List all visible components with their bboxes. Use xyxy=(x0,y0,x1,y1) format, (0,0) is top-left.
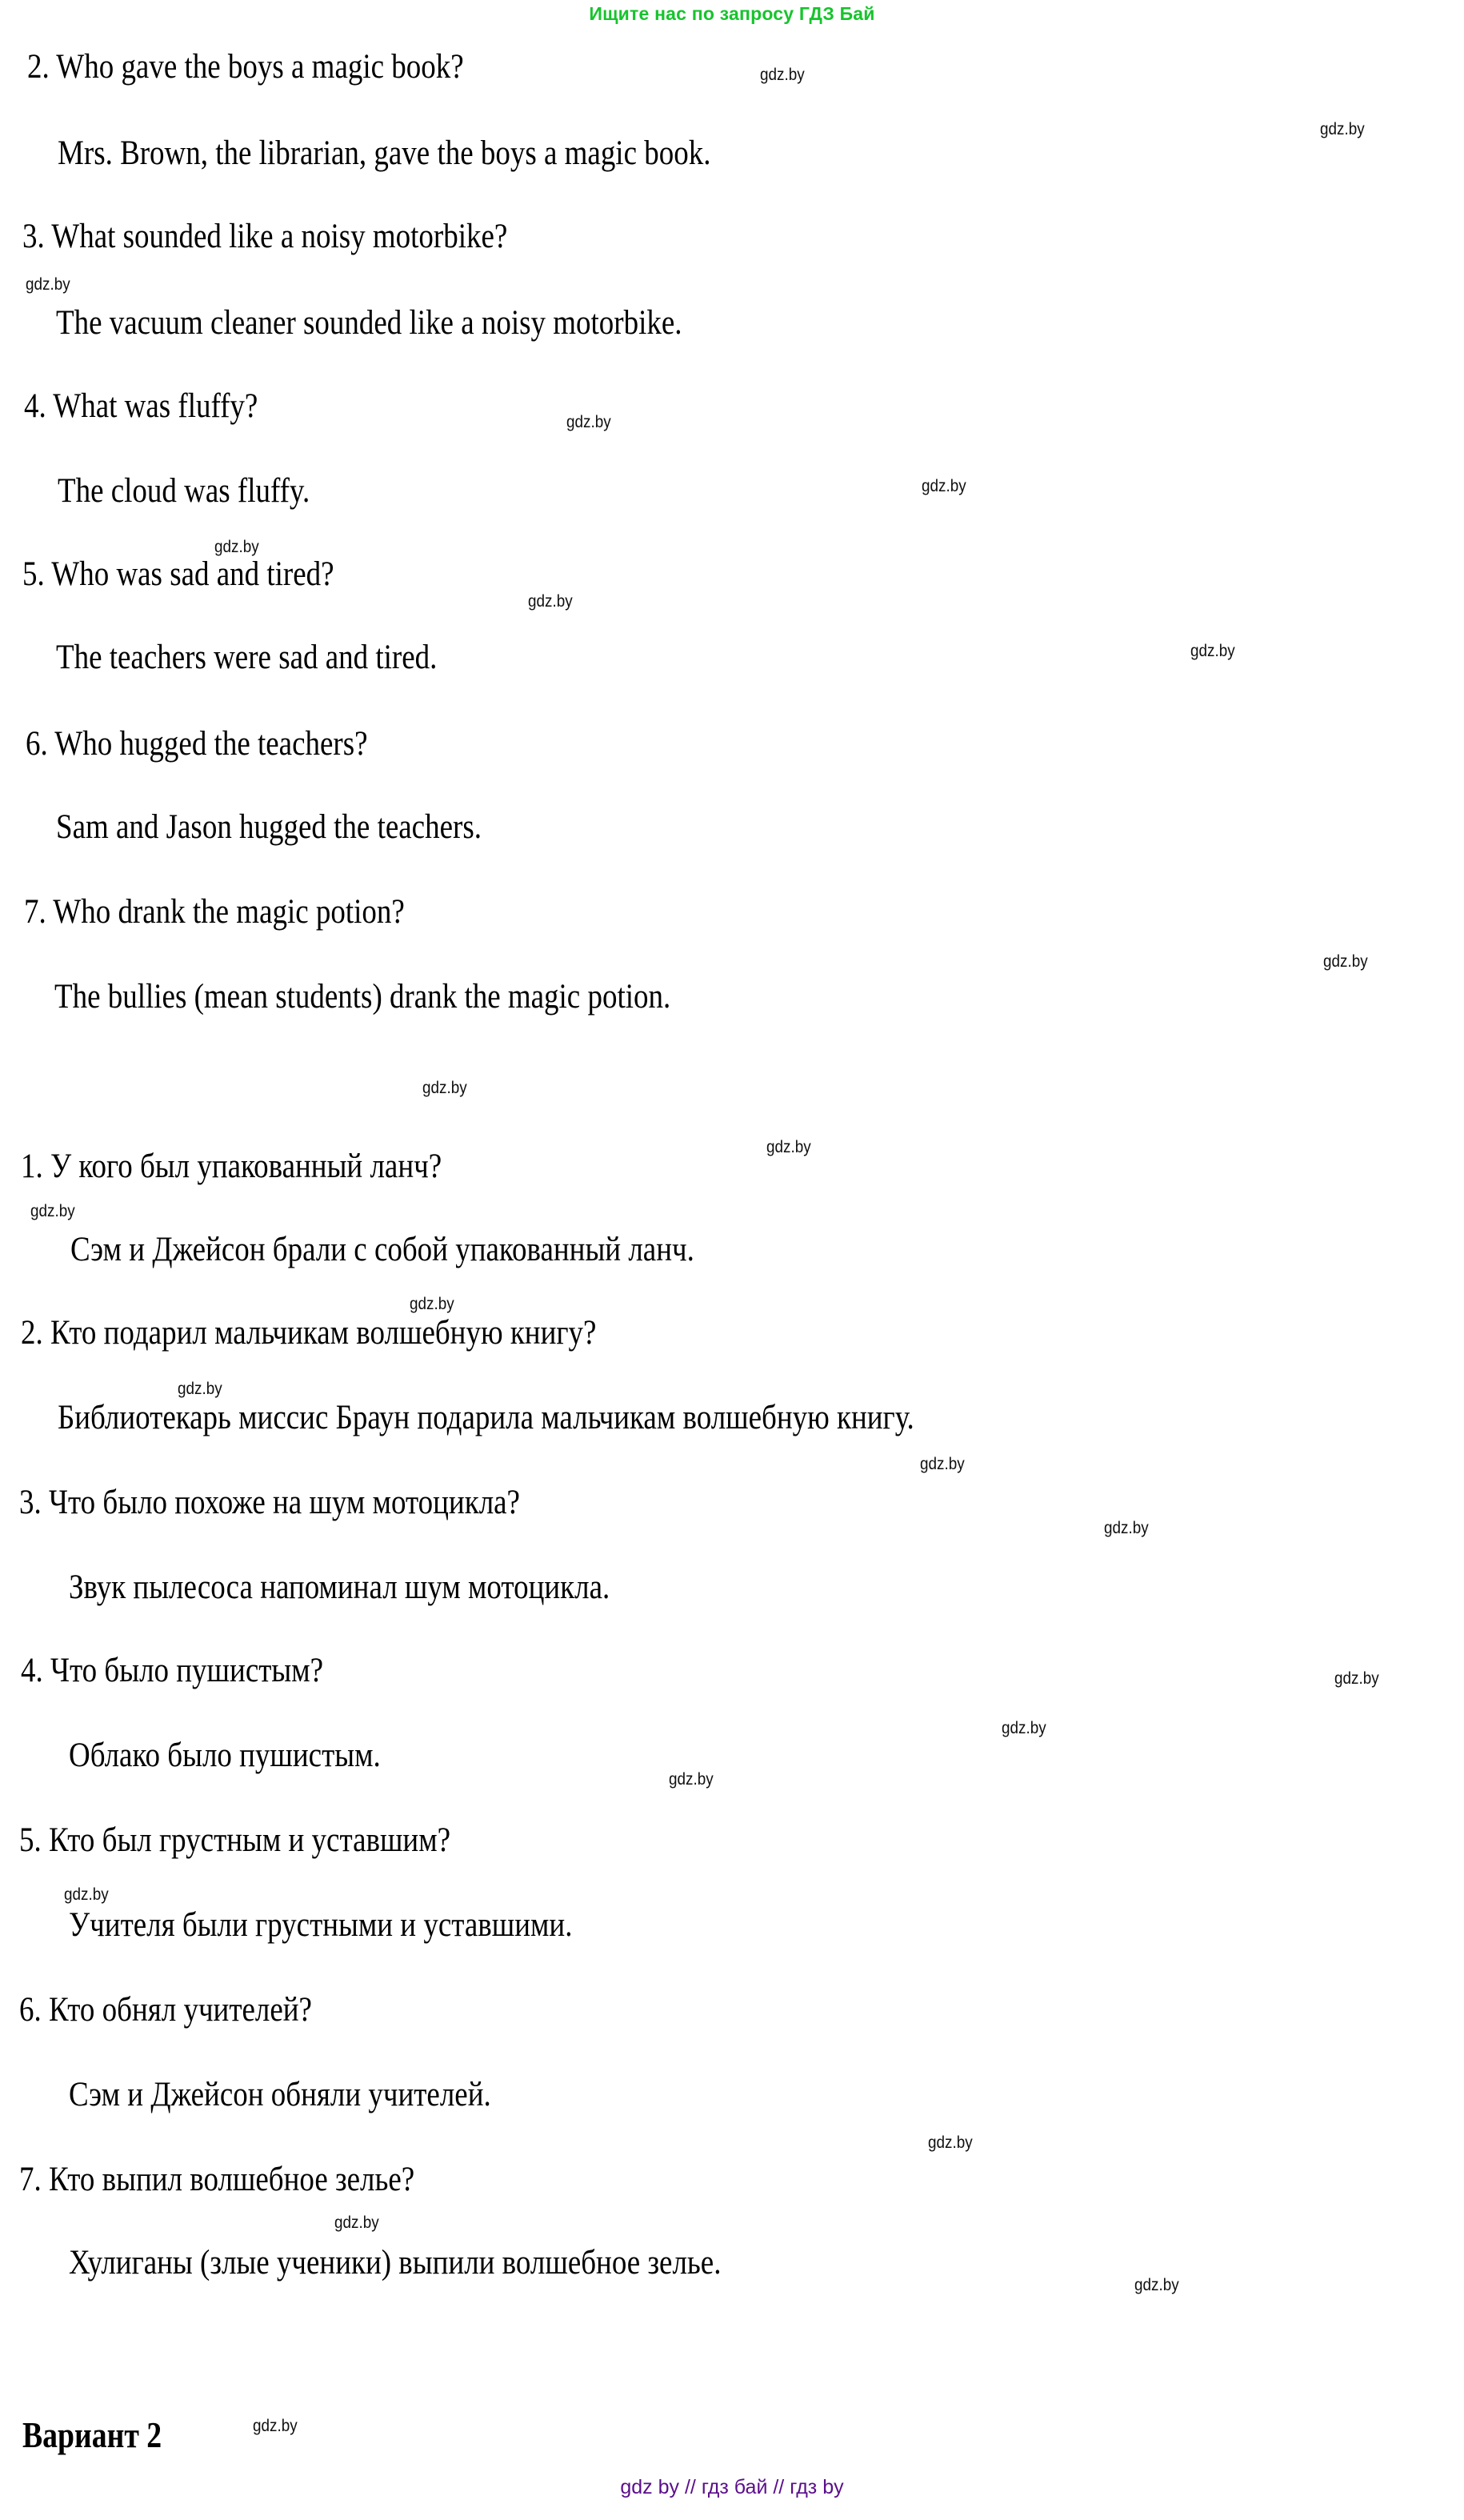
english-question-2: 2. Who gave the boys a magic book? xyxy=(27,48,464,86)
watermark-gdz: gdz.by xyxy=(178,1380,222,1398)
russian-answer-4: Облако было пушистым. xyxy=(69,1737,381,1774)
english-answer-6: Sam and Jason hugged the teachers. xyxy=(56,808,482,846)
watermark-gdz: gdz.by xyxy=(422,1079,467,1097)
promo-banner: Ищите нас по запросу ГДЗ Бай xyxy=(589,3,875,24)
watermark-gdz: gdz.by xyxy=(760,66,805,84)
english-answer-3: The vacuum cleaner sounded like a noisy motorbike. xyxy=(56,304,682,342)
watermark-gdz: gdz.by xyxy=(766,1138,811,1156)
russian-answer-2: Библиотекарь миссис Браун подарила мальчикам волшебную книгу. xyxy=(58,1399,914,1436)
watermark-gdz: gdz.by xyxy=(30,1202,75,1220)
russian-question-4: 4. Что было пушистым? xyxy=(21,1652,324,1689)
english-question-6: 6. Who hugged the teachers? xyxy=(26,725,368,763)
watermark-gdz: gdz.by xyxy=(410,1295,454,1313)
watermark-gdz: gdz.by xyxy=(1323,952,1368,971)
russian-answer-5: Учителя были грустными и уставшими. xyxy=(69,1906,573,1944)
russian-question-2: 2. Кто подарил мальчикам волшебную книгу? xyxy=(21,1314,597,1352)
russian-question-6: 6. Кто обнял учителей? xyxy=(19,1991,312,2029)
english-answer-5: The teachers were sad and tired. xyxy=(56,639,438,676)
russian-answer-7: Хулиганы (злые ученики) выпили волшебное зелье. xyxy=(69,2244,722,2282)
watermark-gdz: gdz.by xyxy=(566,413,611,431)
russian-answer-3: Звук пылесоса напоминал шум мотоцикла. xyxy=(69,1568,610,1606)
english-question-3: 3. What sounded like a noisy motorbike? xyxy=(22,218,508,255)
watermark-gdz: gdz.by xyxy=(214,538,259,556)
watermark-gdz: gdz.by xyxy=(669,1770,714,1789)
russian-question-1: 1. У кого был упакованный ланч? xyxy=(21,1148,442,1185)
english-question-4: 4. What was fluffy? xyxy=(24,387,258,425)
site-footer: gdz by // гдз бай // гдз by xyxy=(620,2476,844,2498)
russian-answer-1: Сэм и Джейсон брали с собой упакованный ланч. xyxy=(70,1231,694,1268)
watermark-gdz: gdz.by xyxy=(922,477,966,495)
watermark-gdz: gdz.by xyxy=(1002,1719,1046,1737)
english-answer-7: The bullies (mean students) drank the magic potion. xyxy=(54,978,671,1016)
watermark-gdz: gdz.by xyxy=(253,2417,298,2435)
watermark-gdz: gdz.by xyxy=(1320,120,1365,138)
watermark-gdz: gdz.by xyxy=(528,592,573,611)
watermark-gdz: gdz.by xyxy=(1134,2276,1179,2294)
english-question-5: 5. Who was sad and tired? xyxy=(22,555,334,593)
english-question-7: 7. Who drank the magic potion? xyxy=(24,893,405,931)
watermark-gdz: gdz.by xyxy=(26,275,70,294)
watermark-gdz: gdz.by xyxy=(920,1455,965,1473)
russian-answer-6: Сэм и Джейсон обняли учителей. xyxy=(69,2076,491,2113)
russian-question-3: 3. Что было похоже на шум мотоцикла? xyxy=(19,1484,520,1521)
watermark-gdz: gdz.by xyxy=(334,2214,379,2232)
watermark-gdz: gdz.by xyxy=(1104,1519,1149,1537)
russian-question-7: 7. Кто выпил волшебное зелье? xyxy=(19,2161,415,2198)
russian-question-5: 5. Кто был грустным и уставшим? xyxy=(19,1821,451,1859)
watermark-gdz: gdz.by xyxy=(1334,1669,1379,1688)
english-answer-4: The cloud was fluffy. xyxy=(58,472,310,510)
watermark-gdz: gdz.by xyxy=(64,1885,109,1904)
watermark-gdz: gdz.by xyxy=(1190,642,1235,660)
english-answer-2: Mrs. Brown, the librarian, gave the boys a magic book. xyxy=(58,134,711,172)
variant-heading: Вариант 2 xyxy=(22,2414,162,2455)
watermark-gdz: gdz.by xyxy=(928,2133,973,2152)
